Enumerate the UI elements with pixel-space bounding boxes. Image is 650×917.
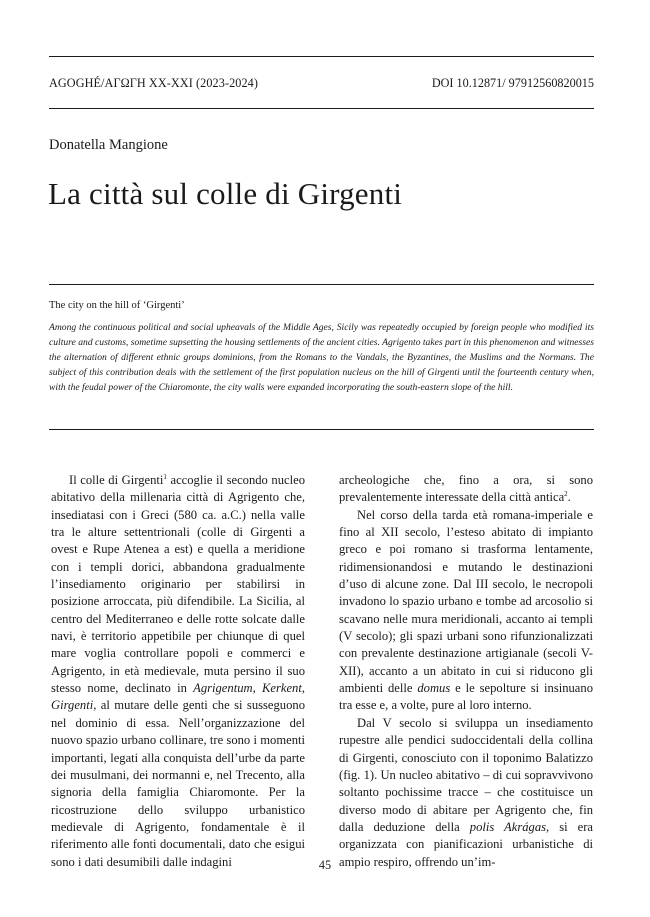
- abstract-text: Among the continuous political and social upheavals of the Middle Ages, Sicily was repeatedly occupied by foreign people who modified its culture and customs, sometime supsetting the housing settlements of the ancient cities. Agrigento takes part in this phenomenon and witnesses the alternation of different ethnic groups dominions, from the Romans to the Vandals, the Byzantines, the Muslims and the Normans. The subject of this contribution deals with the settlement of the first population nucleus on the hill of Girgenti until the fourteenth century when, with the feudal power of the Chiaromonte, the city walls were expanded incorporating the south-eastern slope of the hill.: [49, 322, 594, 394]
- abstract-title: The city on the hill of ‘Girgenti’: [49, 300, 185, 311]
- top-rule: [49, 56, 594, 57]
- abstract-top-rule: [49, 284, 594, 285]
- header-rule: [49, 108, 594, 109]
- author-name: Donatella Mangione: [49, 137, 168, 153]
- paragraph: Nel corso della tarda età romana-imperiale e fino al XII secolo, l’esteso abitato di impianto greco e poi romano si trasforma lentamente, ridimensionandosi e mutando le destinazioni d’uso di alcune zone. Dal III secolo, le necropoli invadono lo spazio urbano e tombe ad arcosolio si scavano nelle mura meridionali, accanto ai templi (V secolo); gli spazi urbani sono rifunzionalizzati con prevalente destinazione artigianale (secoli V-XII), accanto a un abitato in cui si riducono gli ambienti delle domus e le sepolture si insinuano tra esse e, a volte, pure al loro interno.: [339, 507, 593, 713]
- paragraph: Dal V secolo si sviluppa un insediamento rupestre alle pendici sudoccidentali della collina di Girgenti, conosciuto con il toponimo Balatizzo (fig. 1). Un nucleo abitativo – di cui sopravvivono soltanto pochissime tracce – che costituisce un diverso modo di abitare per Agrigento che, fin dalla deduzione della polis Akrágas, si era organizzata con pianificazioni urbanistiche di ampio respiro, offrendo un’im-: [339, 715, 593, 869]
- footnote-ref-2[interactable]: 2: [564, 490, 568, 499]
- doi-header: DOI 10.12871/ 97912560820015: [431, 76, 594, 90]
- paragraph: Il colle di Girgenti$^1$ accoglie il secondo nucleo abitativo della millenaria città di Agrigento che, insediatasi con i Greci (580 ca. a.C.) nella valle tra le alture settentrionali (colle di Girgenti a ovest e Rupe Atenea a est) e quella a meridione con i templi dorici, abbandona gradualmente l’insediamento originario per stabilirsi in posizione arroccata, più difendibile. La Sicilia, al centro del Mediterraneo e delle rotte solcate dalle navi, è territorio appetibile per chiunque di quel mare voglia controllare popoli e commerci e Agrigento, in età medievale, muta persino il suo stesso nome, declinato in Agrigentum, Kerkent, Girgenti, al mutare delle genti che si susseguono nel dominio di essa. Nell’organizzazione del nuovo spazio urbano collinare, tre sono i momenti importanti, legati alla conquista dell’urbe da parte dei musulmani, dei normanni e, nel Trecento, alla signoria della famiglia Chiaromonte. Per la ricostruzione dello sviluppo urbanistico medievale di Agrigento, fondamentale è il riferimento alle fonti documentali, dato che esigui sono i dati desumibili dalle indagini: [51, 472, 306, 869]
- footnote-ref-1[interactable]: 1: [163, 472, 167, 481]
- abstract-bottom-rule: [49, 429, 594, 430]
- article-title: La città sul colle di Girgenti: [48, 176, 403, 211]
- body-column-right: [339, 472, 593, 871]
- page-number: 45: [318, 858, 332, 872]
- paragraph-continuation: archeologiche che, fino a ora, si sono prevalentemente interessate della città antica$^2$.: [339, 473, 593, 505]
- body-column-left: [51, 472, 305, 871]
- journal-header: AGOGHÉ/ΑΓΩΓΗ XX-XXI (2023-2024): [49, 76, 259, 90]
